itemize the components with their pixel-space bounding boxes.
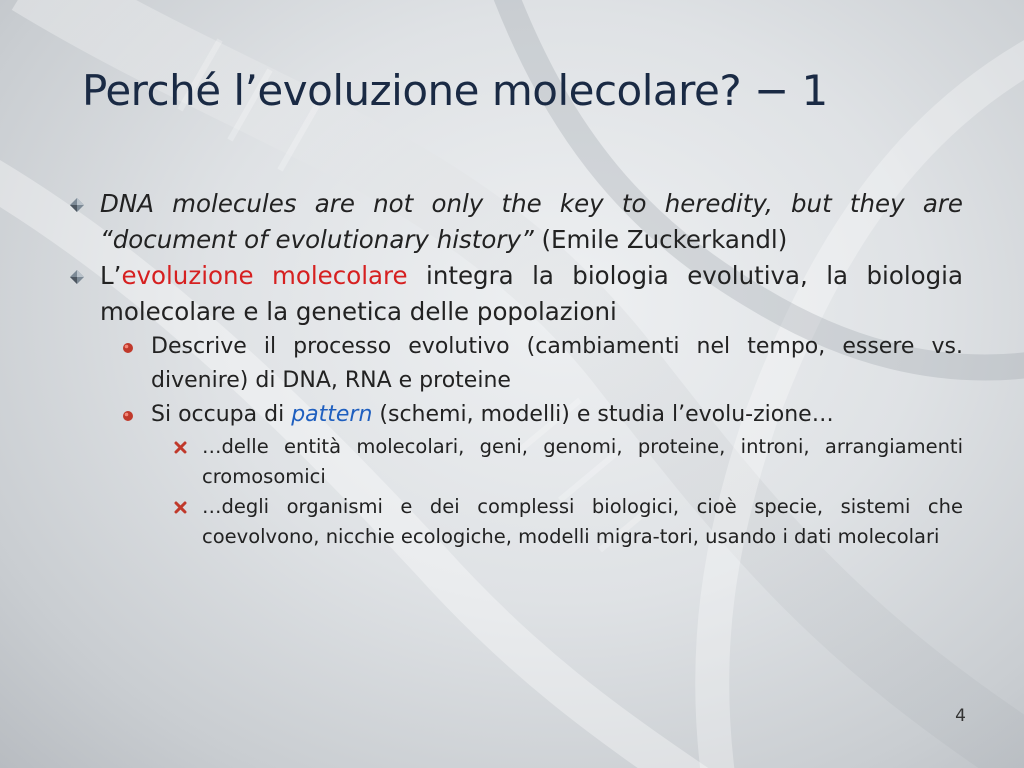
- quote-text: DNA molecules are not only the key to heredity, but they are “document of evolutionary history”: [100, 189, 963, 254]
- red-dot-icon: [122, 410, 134, 422]
- sub-bullet-rest: (schemi, modelli) e studia l’evolu-zione…: [372, 402, 834, 427]
- page-number: 4: [955, 706, 966, 726]
- sub-sub-bullet-text: …degli organismi e dei complessi biologici, cioè specie, sistemi che coevolvono, nicchie ecologiche, modelli migra-tori, usando i dati molecolari: [202, 495, 963, 548]
- bullet-rest: integra la biologia evolutiva, la biologia molecolare e la genetica delle popolazioni: [100, 261, 963, 326]
- sub-bullet-descrive: [122, 330, 963, 398]
- sub-sub-bullet-organismi: [174, 492, 963, 552]
- highlight-pattern: pattern: [291, 402, 373, 427]
- red-dot-icon: [122, 342, 134, 354]
- bullet-prefix: L’: [100, 261, 122, 290]
- sub-bullet-prefix: Si occupa di: [151, 402, 292, 427]
- sub-bullet-pattern: [122, 398, 963, 432]
- slide-title: Perché l’evoluzione molecolare? − 1: [82, 66, 828, 115]
- diamond-arrow-icon: [70, 270, 84, 284]
- sub-sub-bullet-entita: [174, 432, 963, 492]
- bullet-dna-quote: [70, 186, 963, 258]
- red-cross-icon: [174, 441, 187, 454]
- red-cross-icon: [174, 501, 187, 514]
- sub-sub-bullet-text: …delle entità molecolari, geni, genomi, proteine, introni, arrangiamenti cromosomici: [202, 435, 963, 488]
- bullet-evoluzione-molecolare: [70, 258, 963, 330]
- quote-attribution: (Emile Zuckerkandl): [533, 225, 788, 254]
- highlight-evoluzione-molecolare: evoluzione molecolare: [121, 261, 408, 290]
- sub-bullet-text: Descrive il processo evolutivo (cambiamenti nel tempo, essere vs. divenire) di DNA, RNA e proteine: [151, 334, 963, 393]
- diamond-arrow-icon: [70, 198, 84, 212]
- slide-content: [70, 186, 963, 552]
